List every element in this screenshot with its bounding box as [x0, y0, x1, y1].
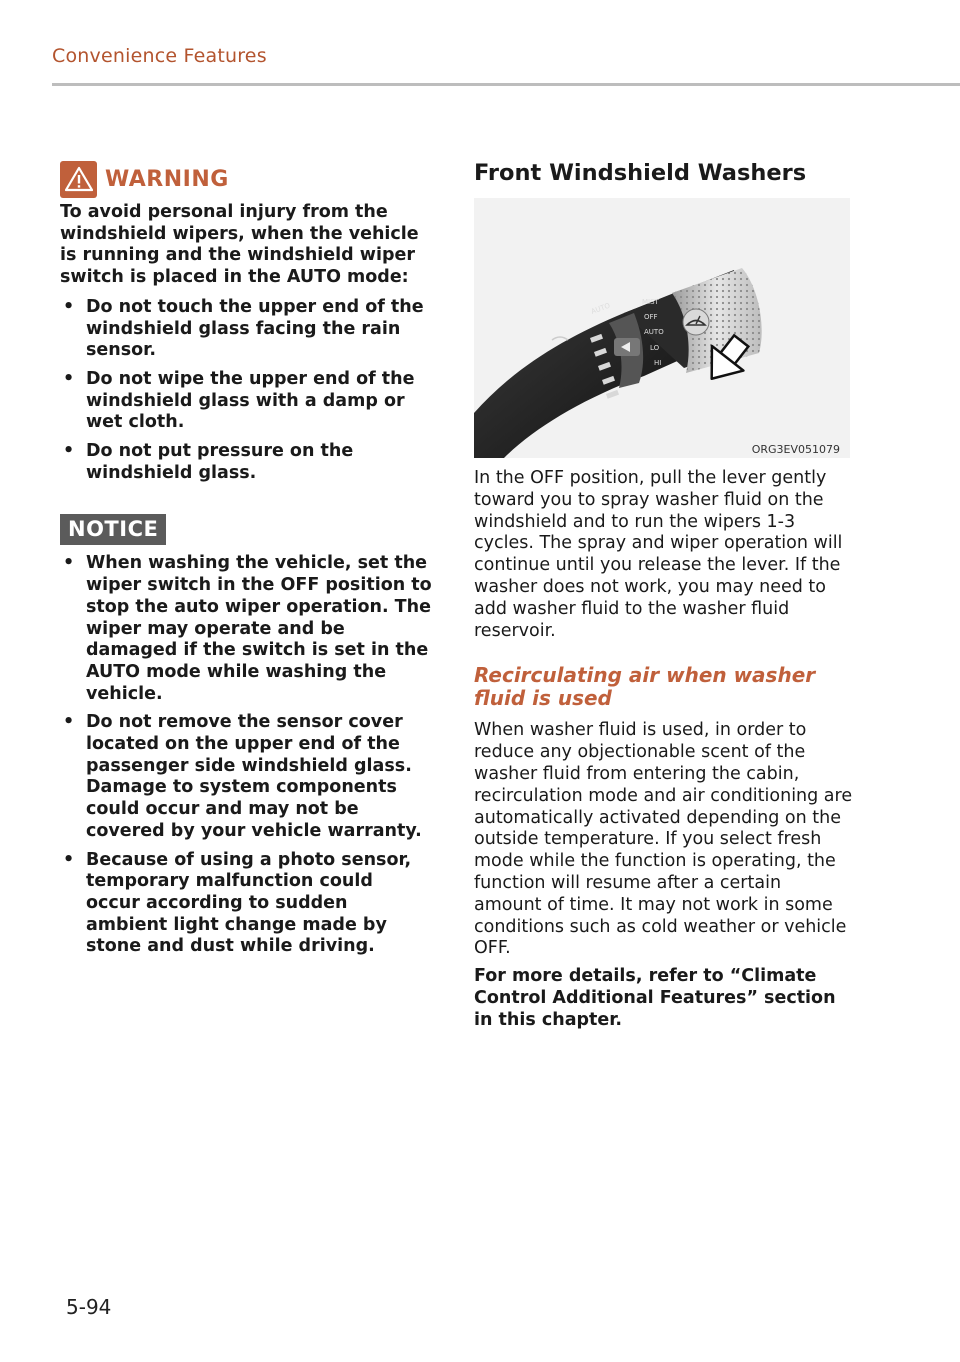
washers-paragraph: In the OFF position, pull the lever gently toward you to spray washer fluid on the windshield and to run the wipers 1-3 cycles. The spray and wiper operation will continue until you release the lever. If the washer does not work, you may need to add washer fluid to the washer fluid reservoir. — [474, 468, 843, 641]
recirc-title: Recirculating air when washer fluid is used — [474, 663, 816, 711]
warning-icon — [60, 161, 97, 198]
wiper-lever-illustration — [474, 198, 850, 458]
warning-item: • Do not wipe the upper end of the windshield glass with a damp or wet cloth. — [60, 369, 432, 434]
warning-item: • Do not put pressure on the windshield glass. — [60, 441, 432, 484]
warning-item: • Do not touch the upper end of the windshield glass facing the rain sensor. — [60, 297, 432, 362]
warning-header — [60, 158, 432, 200]
label-lo: LO — [650, 344, 660, 352]
notice-item: • Do not remove the sensor cover located on the upper end of the passenger side windshield glass. Damage to system components could occur and may not be covered by your vehicle warranty. — [60, 712, 432, 842]
label-hi: HI — [654, 359, 662, 367]
figure-code: ORG3EV051079 — [751, 443, 840, 456]
recirc-paragraph: When washer fluid is used, in order to reduce any objectionable scent of the washer fluid from entering the cabin, recirculation mode and air conditioning are automatically activated depending on the outside temperature. If you select fresh mode while the function is operating, the function will resume after a certain amount of time. It may not work in some conditions such as cold weather or vehicle OFF. — [474, 720, 853, 959]
label-off: OFF — [644, 313, 658, 321]
label-mist: MIST — [642, 298, 659, 306]
right-column — [474, 158, 854, 1032]
washers-title: Front Windshield Washers — [474, 160, 807, 186]
header-title: Convenience Features — [52, 45, 267, 67]
left-column — [60, 158, 432, 965]
washer-small-icon — [552, 337, 568, 340]
warning-intro: To avoid personal injury from the windshield wipers, when the vehicle is running and the windshield wiper switch is placed in the AUTO mode: — [60, 202, 419, 288]
label-auto-top: AUTO — [589, 301, 612, 316]
notice-item: • Because of using a photo sensor, temporary malfunction could occur according to sudden ambient light change made by stone and dust while driving. — [60, 850, 432, 959]
warning-title: WARNING — [105, 166, 229, 192]
notice-item: • When washing the vehicle, set the wiper switch in the OFF position to stop the auto wiper operation. The wiper may operate and be damaged if the switch is set in the AUTO mode while washing the vehicle. — [60, 553, 432, 705]
header-divider — [52, 83, 960, 86]
notice-label: NOTICE — [60, 514, 166, 545]
label-auto: AUTO — [644, 328, 664, 336]
page-number: 5-94 — [66, 1295, 112, 1319]
notice-list — [60, 553, 432, 958]
warning-list — [60, 297, 432, 485]
wiper-lever-figure — [474, 198, 850, 458]
recirc-reference: For more details, refer to “Climate Control Additional Features” section in this chapter. — [474, 966, 836, 1030]
